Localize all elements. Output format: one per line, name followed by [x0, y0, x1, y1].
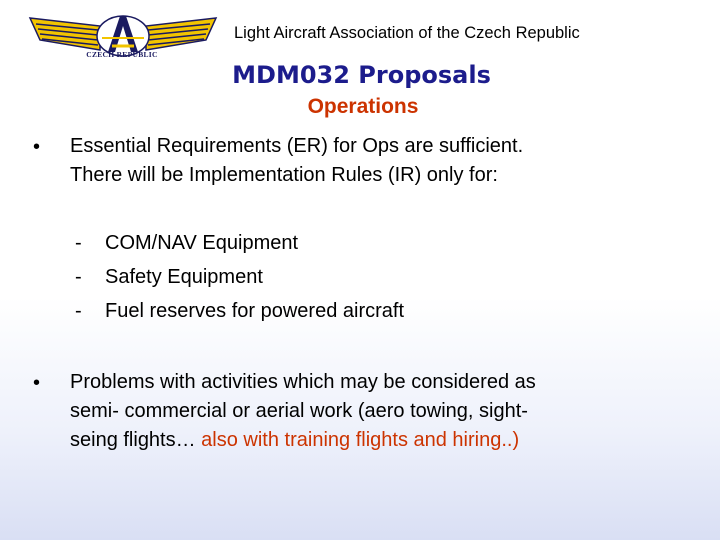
bullet-line: Problems with activities which may be considered as [70, 371, 536, 393]
highlight-text: also with training flights and hiring..) [201, 429, 520, 451]
list-item-text: COM/NAV Equipment [105, 232, 299, 254]
bullet-marker: • [33, 136, 41, 158]
list-item-marker: - [75, 232, 82, 254]
list-item-text: Fuel reserves for powered aircraft [105, 300, 405, 322]
laa-wings-logo [28, 10, 218, 68]
list-item-marker: - [75, 266, 82, 288]
bullet-text [70, 368, 700, 455]
page-title: MDM032 Proposals [232, 61, 491, 89]
bullet-line-last [70, 426, 700, 455]
logo-caption: CZECH REPUBLIC [86, 50, 158, 59]
bullet-line: Essential Requirements (ER) for Ops are sufficient. [70, 135, 524, 157]
list-item-text: Safety Equipment [105, 266, 263, 288]
organization-title: Light Aircraft Association of the Czech Republic [234, 24, 580, 42]
bullet-text [70, 132, 700, 190]
bullet-line: seing flights… [70, 429, 202, 451]
bullet-line: There will be Implementation Rules (IR) only for: [70, 164, 498, 186]
bullet-line: semi- commercial or aerial work (aero towing, sight- [70, 400, 528, 422]
section-subtitle: Operations [307, 95, 419, 118]
list-item-marker: - [75, 300, 82, 322]
bullet-marker: • [33, 372, 41, 394]
